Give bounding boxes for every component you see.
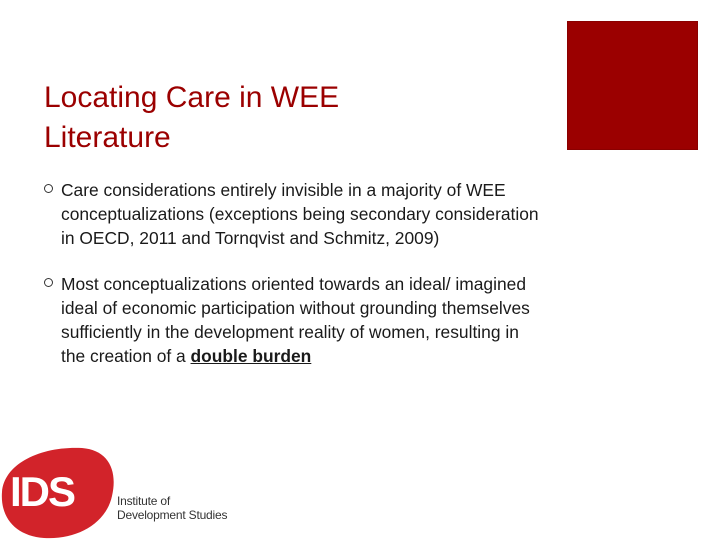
bullet-text-1: Care considerations entirely invisible in a majority of WEE conceptualizations (exceptions being secondary consideration in OECD, 2011 and Tornqvist and Schmitz, 2009) — [61, 180, 539, 248]
logo-line-1: Institute of — [117, 494, 170, 508]
bullet-item-1 — [44, 178, 544, 250]
slide-title — [44, 78, 544, 158]
title-line-1: Locating Care in WEE — [44, 81, 340, 114]
emphasis-double-burden: double burden — [190, 346, 312, 366]
bullet-item-2 — [44, 272, 544, 368]
bullet-text-2: Most conceptualizations oriented towards an ideal/ imagined ideal of economic participation without grounding themselves sufficiently in the development reality of women, resulting in the creation of a — [61, 274, 530, 366]
circle-bullet-icon — [44, 278, 53, 287]
logo-caption — [117, 494, 227, 522]
bullet-list — [44, 178, 544, 390]
title-line-2: Literature — [44, 121, 171, 154]
logo-line-2: Development Studies — [117, 508, 228, 522]
decorative-red-square — [568, 22, 697, 149]
ids-logo — [0, 444, 260, 540]
circle-bullet-icon — [44, 184, 53, 193]
logo-mark-text: IDS — [10, 468, 75, 515]
